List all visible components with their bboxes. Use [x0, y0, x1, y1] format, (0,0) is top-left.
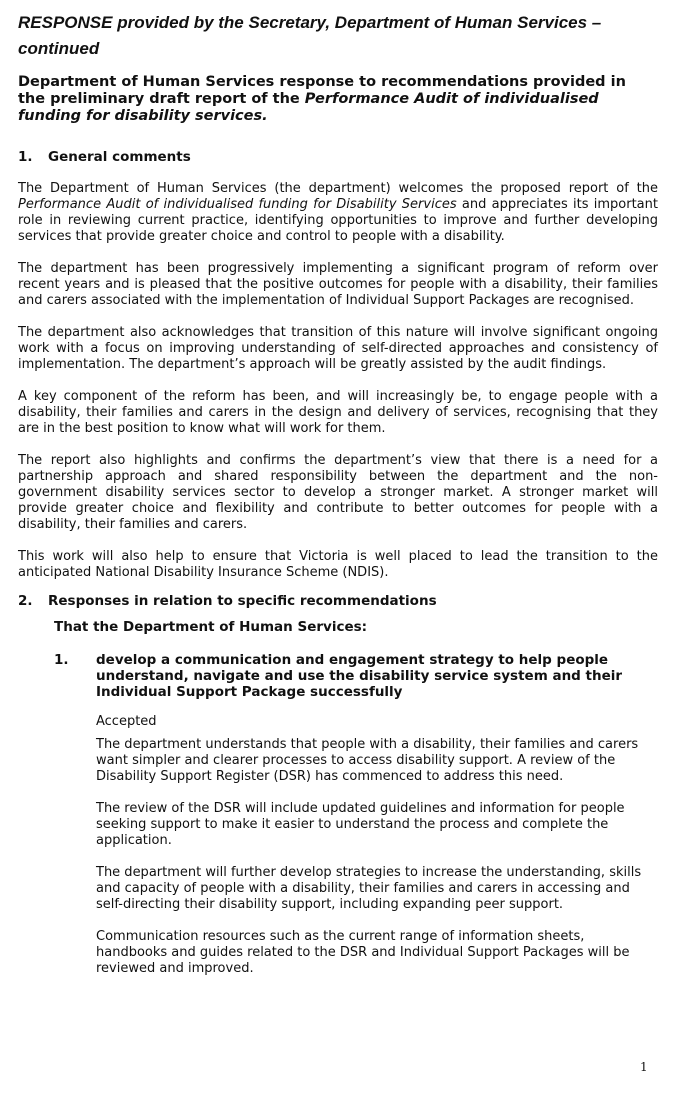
section-1-number: 1.	[18, 149, 33, 165]
page-header	[18, 10, 658, 62]
document-title-italic: Performance Audit of individualised funding for disability services.	[18, 91, 599, 124]
recommendation-1-paragraph-3: The department will further develop strategies to increase the understanding, skills and capacity of people with a disability, their families and carers in accessing and self-directing their disability support, including expanding peer support.	[96, 865, 642, 912]
header-line-2: continued	[18, 39, 100, 58]
recommendations-intro: That the Department of Human Services:	[54, 619, 368, 635]
recommendation-1-text: develop a communication and engagement strategy to help people understand, navigate and use the disability service system and their Individual Support Package successfully	[96, 652, 623, 700]
recommendation-1-response	[96, 714, 652, 977]
section-1-paragraph-5: The report also highlights and confirms the department’s view that there is a need for a partnership approach and shared responsibility between the department and the non-government disability services sector to develop a stronger market. A stronger market will provide greater choice and flexibility and contribute to better outcomes for people with a disability, their families and carers.	[18, 453, 658, 532]
recommendation-1-paragraph-1: The department understands that people with a disability, their families and carers want simpler and clearer processes to access disability support. A review of the Disability Support Register (DSR) has commenced to address this need.	[96, 737, 639, 784]
section-2-title: Responses in relation to specific recommendations	[48, 593, 437, 609]
report-title-italic: Performance Audit of individualised funding for Disability Services	[18, 197, 457, 212]
section-1-paragraph-3: The department also acknowledges that transition of this nature will involve significant ongoing work with a focus on improving understanding of self-directed approaches and consistency of implementation. The department’s approach will be greatly assisted by the audit findings.	[18, 325, 658, 372]
page-number: 1	[640, 1060, 648, 1074]
section-2-number: 2.	[18, 593, 33, 609]
section-1-title: General comments	[48, 149, 191, 165]
document-title	[18, 74, 658, 125]
recommendation-1-number: 1.	[54, 652, 69, 668]
section-1-paragraph-4: A key component of the reform has been, and will increasingly be, to engage people with a disability, their families and carers in the design and delivery of services, recognising that they are in the best position to know what will work for them.	[18, 389, 658, 436]
recommendation-1-status: Accepted	[96, 714, 157, 729]
recommendation-1-paragraph-2: The review of the DSR will include updated guidelines and information for people seeking support to make it easier to understand the process and complete the application.	[96, 801, 625, 848]
section-2-heading	[18, 593, 658, 609]
paragraph-text: and appreciates its important role in reviewing current practice, identifying opportunities to improve and further developing services that provide greater choice and control to people with a disability.	[18, 197, 658, 244]
recommendation-1-paragraph-4: Communication resources such as the current range of information sheets, handbooks and guides related to the DSR and Individual Support Packages will be reviewed and improved.	[96, 929, 630, 976]
section-1-paragraph-6: This work will also help to ensure that Victoria is well placed to lead the transition to the anticipated National Disability Insurance Scheme (NDIS).	[18, 549, 658, 580]
paragraph-text: The Department of Human Services (the department) welcomes the proposed report of the	[18, 181, 658, 196]
header-line-1: RESPONSE provided by the Secretary, Department of Human Services –	[18, 13, 602, 32]
section-1-heading	[18, 149, 658, 165]
section-1-paragraph-1	[18, 181, 658, 245]
document-page	[18, 10, 658, 977]
section-1-paragraph-2: The department has been progressively implementing a significant program of reform over recent years and is pleased that the positive outcomes for people with a disability, their families and carers associated with the implementation of Individual Support Packages are recognised.	[18, 261, 658, 308]
document-title-prefix: Department of Human Services response to recommendations provided in the preliminary draft report of the	[18, 74, 626, 107]
recommendation-1	[18, 652, 658, 700]
